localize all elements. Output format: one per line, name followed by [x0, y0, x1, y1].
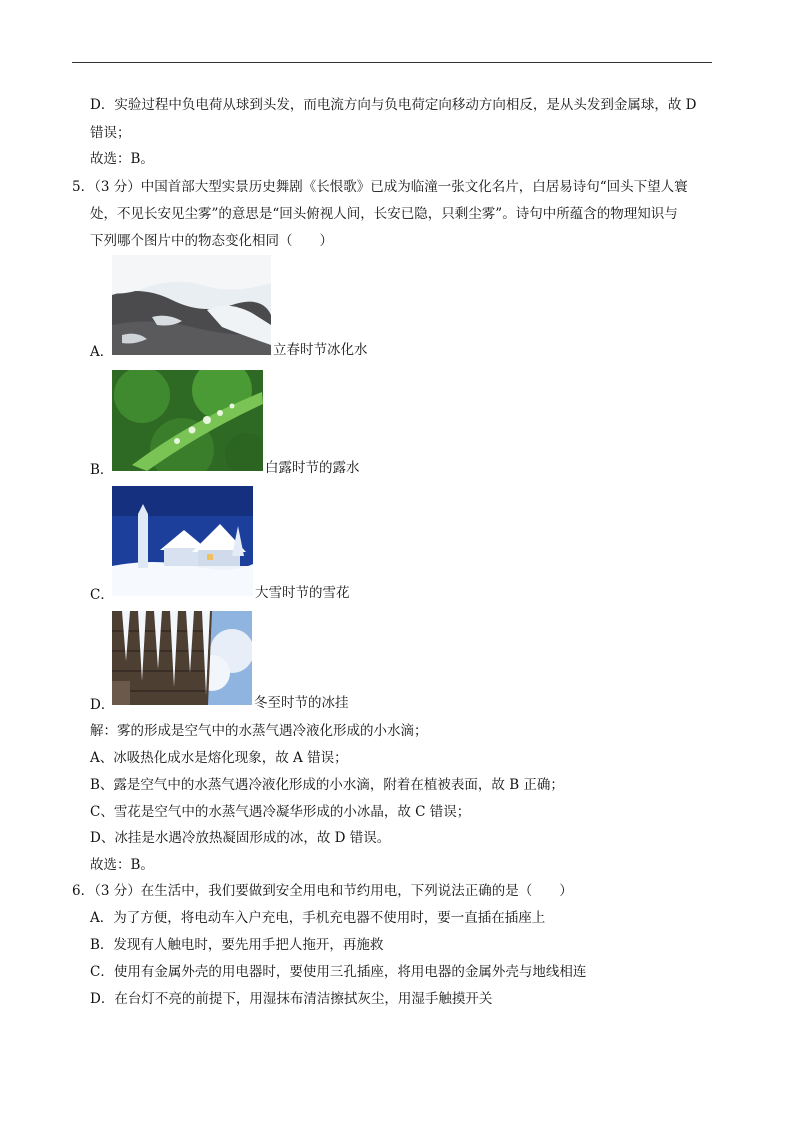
q5-stem-line2: 处，不见长安见尘雾”的意思是“回头俯视人间，长安已隐，只剩尘雾”。诗句中所蕴含的物理知识与 — [90, 206, 678, 222]
melting-ice-photo — [112, 255, 271, 355]
header-rule — [72, 62, 712, 63]
q6-stem: 6．（3 分）在生活中，我们要做到安全用电和节约用电，下列说法正确的是（ ） — [72, 883, 573, 899]
q5-option-b-letter: B． — [90, 462, 114, 478]
q6-option: A．为了方便，将电动车入户充电，手机充电器不使用时，要一直插在插座上 — [90, 910, 546, 926]
q6-option: D．在台灯不亮的前提下，用湿抹布清洁擦拭灰尘，用湿手触摸开关 — [90, 991, 493, 1007]
q5-option-a-caption: 立春时节冰化水 — [273, 342, 368, 358]
prev-option-d-line1: D．实验过程中负电荷从球到头发，而电流方向与负电荷定向移动方向相反，是从头发到金属球，故 D — [90, 97, 697, 113]
prev-option-d-line2: 错误； — [90, 125, 131, 141]
q5-solution-line: D、冰挂是水遇冷放热凝固形成的冰，故 D 错误。 — [90, 830, 391, 846]
q5-stem-line3: 下列哪个图片中的物态变化相同（ ） — [90, 233, 333, 249]
q5-option-d-letter: D． — [90, 697, 115, 713]
q5-solution-line: B、露是空气中的水蒸气遇冷液化形成的小水滴，附着在植被表面，故 B 正确； — [90, 777, 564, 793]
dew-drops-photo — [112, 370, 263, 471]
q5-option-b-caption: 白露时节的露水 — [265, 460, 360, 476]
q5-solution-line: C、雪花是空气中的水蒸气遇冷凝华形成的小冰晶，故 C 错误； — [90, 804, 471, 820]
prev-answer: 故选：B。 — [90, 151, 154, 167]
q5-solution-line: 解：雾的形成是空气中的水蒸气遇冷液化形成的小水滴； — [90, 723, 428, 739]
q5-stem-line1: 5．（3 分）中国首部大型实景历史舞剧《长恨歌》已成为临潼一张文化名片，白居易诗句“回头下望人寰 — [72, 179, 688, 195]
icicles-photo — [112, 611, 252, 705]
q5-option-c-letter: C． — [90, 587, 114, 603]
q5-option-c-caption: 大雪时节的雪花 — [255, 585, 350, 601]
q5-option-a-letter: A． — [90, 344, 114, 360]
snow-house-photo — [112, 486, 253, 596]
q5-option-d-caption: 冬至时节的冰挂 — [254, 695, 349, 711]
q6-option: B．发现有人触电时，要先用手把人拖开，再施救 — [90, 937, 384, 953]
q5-answer: 故选：B。 — [90, 857, 154, 873]
q6-option: C．使用有金属外壳的用电器时，要使用三孔插座，将用电器的金属外壳与地线相连 — [90, 964, 587, 980]
q5-solution-line: A、冰吸热化成水是熔化现象，故 A 错误； — [90, 750, 348, 766]
